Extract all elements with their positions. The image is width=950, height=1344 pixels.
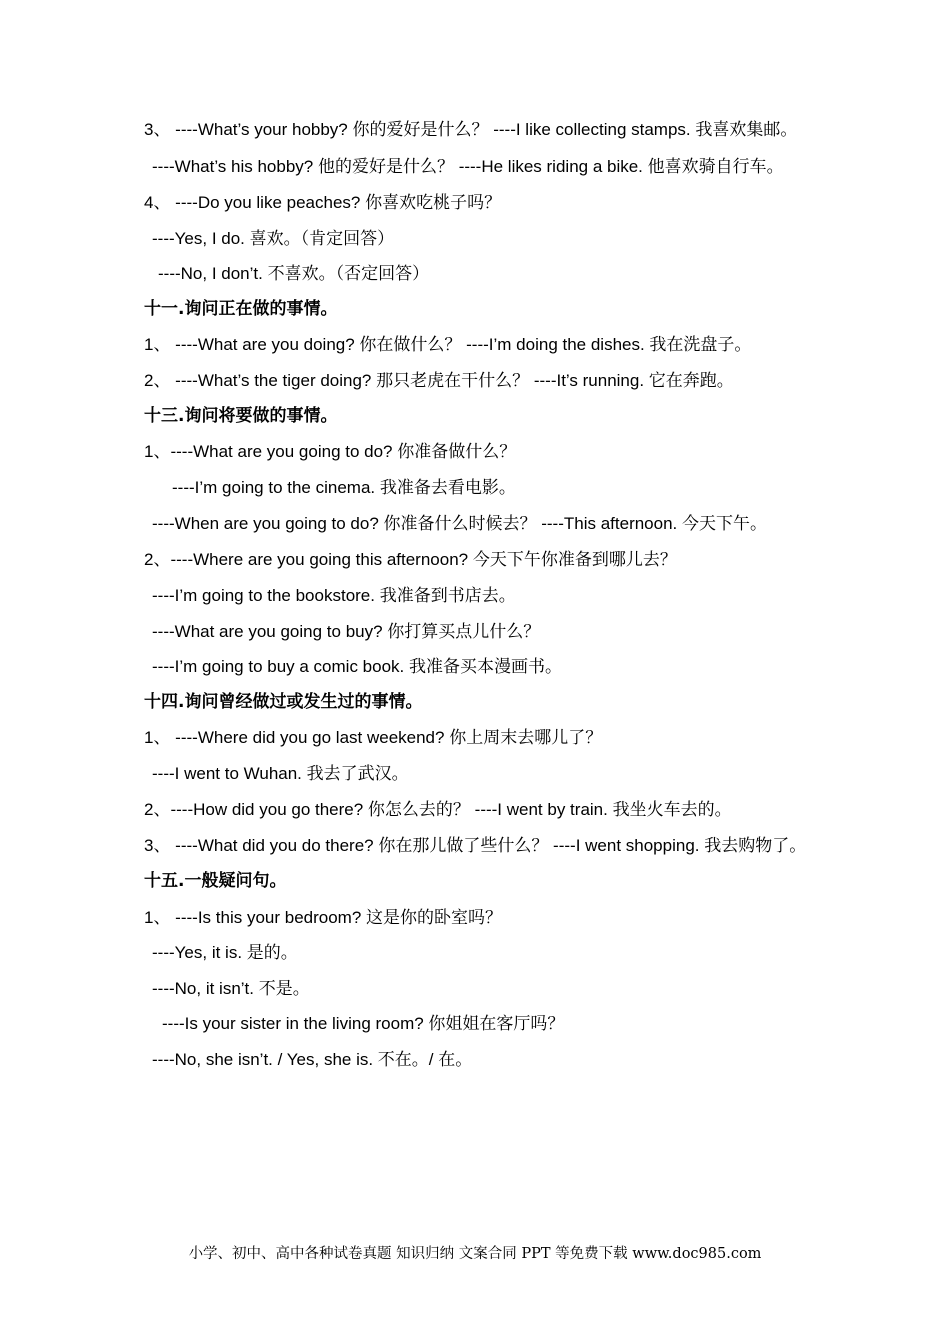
qa-line: ----No, it isn’t. 不是。	[152, 978, 310, 998]
qa-line: 3、 ----What did you do there? 你在那儿做了些什么？ ----I went shopping. 我去购物了。	[144, 836, 807, 856]
qa-line: ----Is your sister in the living room? 你姐姐在客厅吗？	[162, 1014, 565, 1034]
qa-line: ----I’m going to the cinema. 我准备去看电影。	[172, 477, 516, 497]
qa-line: ----I’m going to the bookstore. 我准备到书店去。	[152, 585, 516, 605]
section-heading: 十三.询问将要做的事情。	[144, 405, 338, 426]
qa-line: 2、----How did you go there? 你怎么去的？ ----I went by train. 我坐火车去的。	[144, 799, 732, 819]
qa-line: 2、 ----What’s the tiger doing? 那只老虎在干什么？ ----It’s running. 它在奔跑。	[144, 370, 734, 390]
qa-line: ----When are you going to do? 你准备什么时候去？ ----This afternoon. 今天下午。	[152, 514, 767, 534]
qa-line: ----I’m going to buy a comic book. 我准备买本漫画书。	[152, 657, 562, 677]
qa-line: ----I went to Wuhan. 我去了武汉。	[152, 763, 409, 783]
qa-line: 1、 ----Is this your bedroom? 这是你的卧室吗？	[144, 907, 503, 927]
section-heading: 十四.询问曾经做过或发生过的事情。	[144, 691, 423, 712]
qa-line: ----What are you going to buy? 你打算买点儿什么？	[152, 621, 541, 641]
qa-line: 3、 ----What’s your hobby? 你的爱好是什么？ ----I like collecting stamps. 我喜欢集邮。	[144, 120, 798, 139]
qa-line: ----No, I don’t. 不喜欢。（否定回答）	[158, 264, 430, 284]
qa-line: ----Yes, it is. 是的。	[152, 943, 298, 963]
qa-line: 4、 ----Do you like peaches? 你喜欢吃桃子吗？	[144, 193, 502, 212]
section-heading: 十五.一般疑问句。	[144, 871, 287, 892]
qa-line: ----What’s his hobby? 他的爱好是什么？ ----He likes riding a bike. 他喜欢骑自行车。	[152, 157, 784, 176]
qa-line: 1、 ----What are you doing? 你在做什么？ ----I’m doing the dishes. 我在洗盘子。	[144, 335, 752, 355]
page-footer: 小学、初中、高中各种试卷真题 知识归纳 文案合同 PPT 等免费下载 www.doc985.com	[188, 1246, 762, 1262]
qa-line: ----Yes, I do. 喜欢。（肯定回答）	[152, 228, 395, 248]
qa-line: ----No, she isn’t. / Yes, she is. 不在。/ 在。	[152, 1050, 473, 1070]
qa-line: 1、 ----Where did you go last weekend? 你上周末去哪儿了？	[144, 728, 603, 748]
qa-line: 1、----What are you going to do? 你准备做什么？	[144, 442, 517, 462]
section-heading: 十一.询问正在做的事情。	[144, 298, 338, 319]
qa-line: 2、----Where are you going this afternoon? 今天下午你准备到哪儿去？	[144, 550, 677, 570]
document-body	[144, 111, 809, 1078]
